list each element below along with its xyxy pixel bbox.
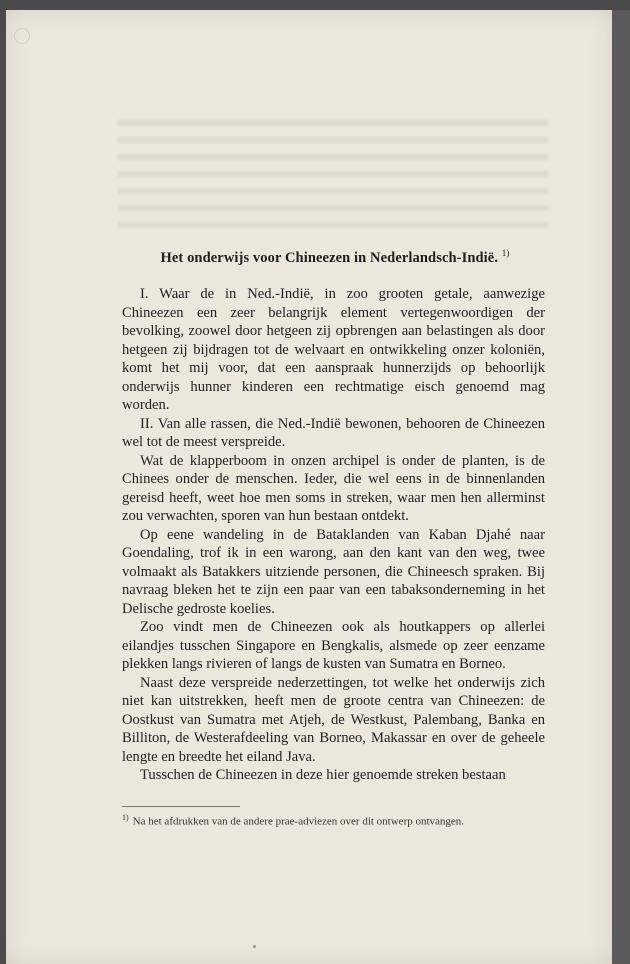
footnote: [122, 810, 545, 830]
bleed-through-text: [118, 120, 548, 230]
page-title: [122, 248, 548, 267]
body-text: [122, 285, 545, 785]
footnote-text: Na het afdrukken van de andere prae-adviezen over dit ontwerp ontvangen.: [132, 815, 465, 828]
paragraph-6: Naast deze verspreide nederzettingen, tot welke het onderwijs zich niet kan uitstrekken, heeft men de groote centra van Chineezen: de Oostkust van Sumatra met Atjeh, de Westkust, Palembang, Banka en Billiton, de Westerafdeeling van Borneo, Makassar en over de geheele lengte en breedte het eiland Java.: [122, 674, 545, 765]
paragraph-4: Op eene wandeling in de Bataklanden van Kaban Djahé naar Goendaling, trof ik in een warong, aan den kant van den weg, twee volmaakt als Batakkers uitziende personen, die Chineesch spraken. Bij navraag bleken het te zijn een paar van een tabaksonderneming in het Delische gedroste koelies.: [122, 526, 545, 617]
paragraph-1: I. Waar de in Ned.-Indië, in zoo grooten getale, aanwezige Chineezen een zeer belangrijk element vertegenwoordigen der bevolking, zoowel door hetgeen zij opbrengen aan belastingen als door hetgeen zij bijdragen tot de welvaart en ontwikkeling onzer koloniën, komt het mij voor, dat een aanspraak hunnerzijds op behoorlijk onderwijs hunner kinderen een rechtmatige eisch genoemd mag worden.: [122, 286, 545, 413]
title-footnote-mark: 1): [501, 248, 510, 258]
footnote-divider: [122, 806, 240, 807]
paragraph-5: Zoo vindt men de Chineezen ook als houtkappers op allerlei eilandjes tusschen Singapore en Bengkalis, alsmede op zeer eenzame plekken langs rivieren of langs de kusten van Sumatra en Borneo.: [122, 619, 545, 672]
page-speck: [253, 945, 256, 948]
footnote-mark: 1): [122, 813, 129, 822]
title-text: Het onderwijs voor Chineezen in Nederlandsch-Indië.: [160, 249, 499, 266]
page-corner-mark: [14, 28, 30, 44]
paragraph-2: II. Van alle rassen, die Ned.-Indië bewonen, behooren de Chineezen wel tot de meest verspreide.: [122, 415, 545, 450]
paragraph-7: Tusschen de Chineezen in deze hier genoemde streken bestaan: [140, 767, 506, 783]
scan-edge: [612, 10, 630, 964]
paragraph-3: Wat de klapperboom in onzen archipel is onder de planten, is de Chinees onder de menschen. Ieder, die wel eens in de binnenlanden gereisd heeft, weet hoe men soms in streken, waar men hen allerminst zou verwachten, sporen van hun bestaan ontdekt.: [122, 452, 545, 524]
